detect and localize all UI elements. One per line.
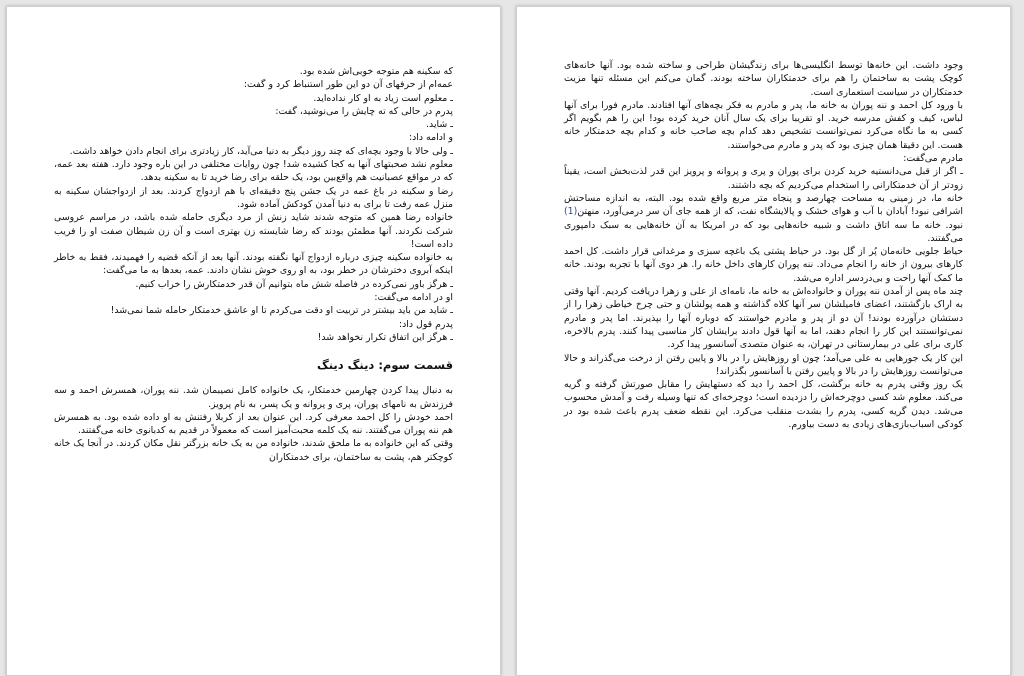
dialogue-line: ـ ولی حالا با وجود بچه‌ای که چند روز دیگر به دنیا می‌آید، کار زیادتری برای انجام دادن خواهد داشت.: [69, 145, 453, 157]
paragraph: پدرم در حالی که ته چایش را می‌نوشید، گفت:: [275, 105, 453, 117]
paragraph: رضا و سکینه در باغ عمه در یک جشن پنج دقیقه‌ای با هم ازدواج کردند. بعد از ازدواجشان سکینه به منزل عمه رفت تا برای به دنیا آمدن کودکش آماده شود.: [54, 185, 453, 210]
left-page: [6, 6, 501, 676]
paragraph: وجود داشت. این خانه‌ها توسط انگلیسی‌ها برای زندگیشان طراحی و ساخته شده بود. آنها خانه‌های کوچک پشت به ساختمان را هم برای خدمتکاران ساخته بودند. گمان می‌کنم این مسئله تنها مزیت خدمتکاران در سیاست استعماری است.: [564, 60, 963, 98]
paragraph: وقتی که این خانواده به ما ملحق شدند، خانواده من به یک خانه بزرگتر نقل مکان کردند. در آنجا یک خانه کوچکتر هم، پشت به ساختمان، برای خدمتکاران: [54, 438, 453, 463]
paragraph: خانواده رضا همین که متوجه شدند شاید زنش از مرد دیگری حامله شده باشد، در مراسم عروسی شرکت نکردند. آنها مطمئن بودند که رضا شایسته زن بهتری است و آن زن شیطان صفت او را فریب داده است!: [54, 212, 453, 250]
paragraph: احمد خودش را کل احمد معرفی کرد. این عنوان بعد از کربلا رفتنش به او داده شده بود. به همسرش هم ننه پوران می‌گفتند. ننه یک کلمه محبت‌آمیز است که معمولاً در قدیم به کدبانوی خانه می‌گفتند.: [54, 411, 453, 437]
dialogue-line: ـ هرگز باور نمی‌کرده در فاصله شش ماه بتوانیم آن قدر خدمتکارش را خراب کنیم.: [135, 278, 453, 290]
dialogue-line: ـ هرگز این اتفاق تکرار نخواهد شد!: [317, 331, 453, 343]
right-page-text: [564, 59, 963, 431]
paragraph: او در ادامه می‌گفت:: [374, 292, 453, 304]
spacer: [54, 344, 453, 353]
right-page: [516, 6, 1011, 676]
paragraph: و ادامه داد:: [408, 132, 453, 144]
dialogue-line: ـ اگر از قبل می‌دانستیه خرید کردن برای پوران و پری و پروانه و پرویز این قدر لذت‌بخش است، یقیناً زودتر از آن خدمتکارانی را استخدام می‌کردیم که بچه داشتند.: [564, 166, 963, 191]
dialogue-line: ـ شاید من باید بیشتر در تربیت او دقت می‌کردم تا او عاشق خدمتکار حامله شما نمی‌شد!: [110, 305, 453, 317]
section-heading: قسمت سوم: دینگ دینگ: [316, 358, 453, 373]
paragraph: چند ماه پس از آمدن ننه پوران و خانواده‌اش به خانه ما، نامه‌ای از علی و زهرا دریافت کردیم. آنها وقتی به اراک بازگشتند، اعضای فامیلشان سر آنها کلاه گذاشته و همه پولشان و حتی چرخ خیاطی زهرا را از دستشان درآورده بودند! آن دو از پدر و مادرم خواستند که دوباره آنها را بپذیرند. اما پدر و مادرم نمی‌توانستند این کار را انجام دهند، اما به آنها قول دادند برایشان کار مناسبی پیدا کنند. پدرم بالاخره، کاری برای علی در بیمارستانی در تهران، به عنوان متصدی آسانسور پیدا کرد.: [564, 286, 963, 351]
dialogue-line: ـ معلوم است زیاد به او کار نداده‌اید.: [313, 92, 453, 104]
paragraph: که سکینه هم متوجه خوبی‌اش شده بود.: [299, 66, 453, 77]
paragraph: مادرم می‌گفت:: [903, 153, 963, 165]
paragraph: به خانواده سکینه چیزی درباره ازدواج آنها نگفته بودند. آنها بعد از آنکه قضیه را فهمیدند، فقط به خاطر اینکه آبروی دخترشان در خطر بود، به او روی خوش نشان دادند. عمه، بعدها به ما می‌گفت:: [54, 252, 453, 277]
paragraph-part: خانه ما، در زمینی به مساحت چهارصد و پنجاه متر مربع واقع شده بود. البته، به اندازه مساحتش اشرافی نبود! آبادان با آب و هوای خشک و پالایشگاه نفت، که از همه جای آن سر درمی‌آورد، منهتن: [564, 192, 963, 218]
paragraph: معلوم نشد صحبتهای آنها به کجا کشیده شد! چون روایات مختلفی در این باره وجود دارد. هفته بعد عمه، که در مواقع عصبانیت هم واقع‌بین بود، یک حلقه برای رضا خرید تا به سکینه بدهد.: [54, 159, 453, 184]
paragraph: با ورود کل احمد و ننه پوران به خانه ما، پدر و مادرم به فکر بچه‌های آنها افتادند. مادرم فورا برای آنها لباس، کیف و کفش مدرسه خرید. او تقریبا برای یک سال آنان خرید کرده بود! این را هم بگویم اگر کسی به ما نگاه می‌کرد نمی‌توانست تشخیص دهد کدام بچه صاحب خانه و کدام بچه خدمتکار خانه هست. این دقیقا همان چیزی بود که پدر و مادرم می‌خواستند.: [564, 99, 963, 151]
paragraph: عمه‌ام از حرفهای آن دو این طور استنباط کرد و گفت:: [243, 79, 453, 91]
paragraph: پدرم قول داد:: [398, 318, 453, 330]
paragraph: به دنبال پیدا کردن چهارمین خدمتکار، یک خانواده کامل نصیبمان شد. ننه پوران، همسرش احمد و سه فرزندش به نامهای پوران، پری و پروانه و یک پسر، به نام پرویز.: [54, 385, 453, 410]
paragraph: یک روز وقتی پدرم به خانه برگشت، کل احمد را دید که دستهایش را مقابل صورتش گرفته و گریه می‌کند. معلوم شد کسی دوچرخه‌اش را دزدیده است؛ دوچرخه‌ای که تنها وسیله رفت و آمدش محسوب می‌شد. دیدن گریه کسی، پدرم را بشدت منقلب می‌کرد. این نقطه ضعف پدرم باعث شده بود در کودکی اسباب‌بازی‌های زیادی به دست بیاورم.: [564, 379, 963, 431]
paragraph-part: نبود. خانه ما سه اتاق داشت و شبیه خانه‌هایی بود که در امریکا به آن خانه‌هایی به سبک دامپوری می‌گفتند.: [564, 219, 963, 244]
dialogue-line: ـ شاید.: [426, 119, 453, 131]
footnote-link[interactable]: (1): [564, 206, 578, 218]
paragraph-with-footnote: [564, 192, 963, 245]
left-page-text: [54, 65, 453, 464]
paragraph: حیاط جلویی خانه‌مان پُر از گل بود. در حیاط پشتی یک باغچه سبزی و مرغدانی قرار داشت. کل احمد کارهای بیرون از خانه را انجام می‌داد. ننه پوران کارهای داخل خانه را. هر دوی آنها با تجربه بودند. خانه ما کمک آنها راحت و بی‌دردسر اداره می‌شد.: [564, 246, 963, 284]
paragraph: این کار یک جورهایی به علی می‌آمد؛ چون او روزهایش را در بالا و پایین رفتن از درخت می‌گذراند و حالا می‌توانست روزهایش را در بالا و پایین رفتن با آسانسور بگذراند!: [564, 352, 963, 377]
